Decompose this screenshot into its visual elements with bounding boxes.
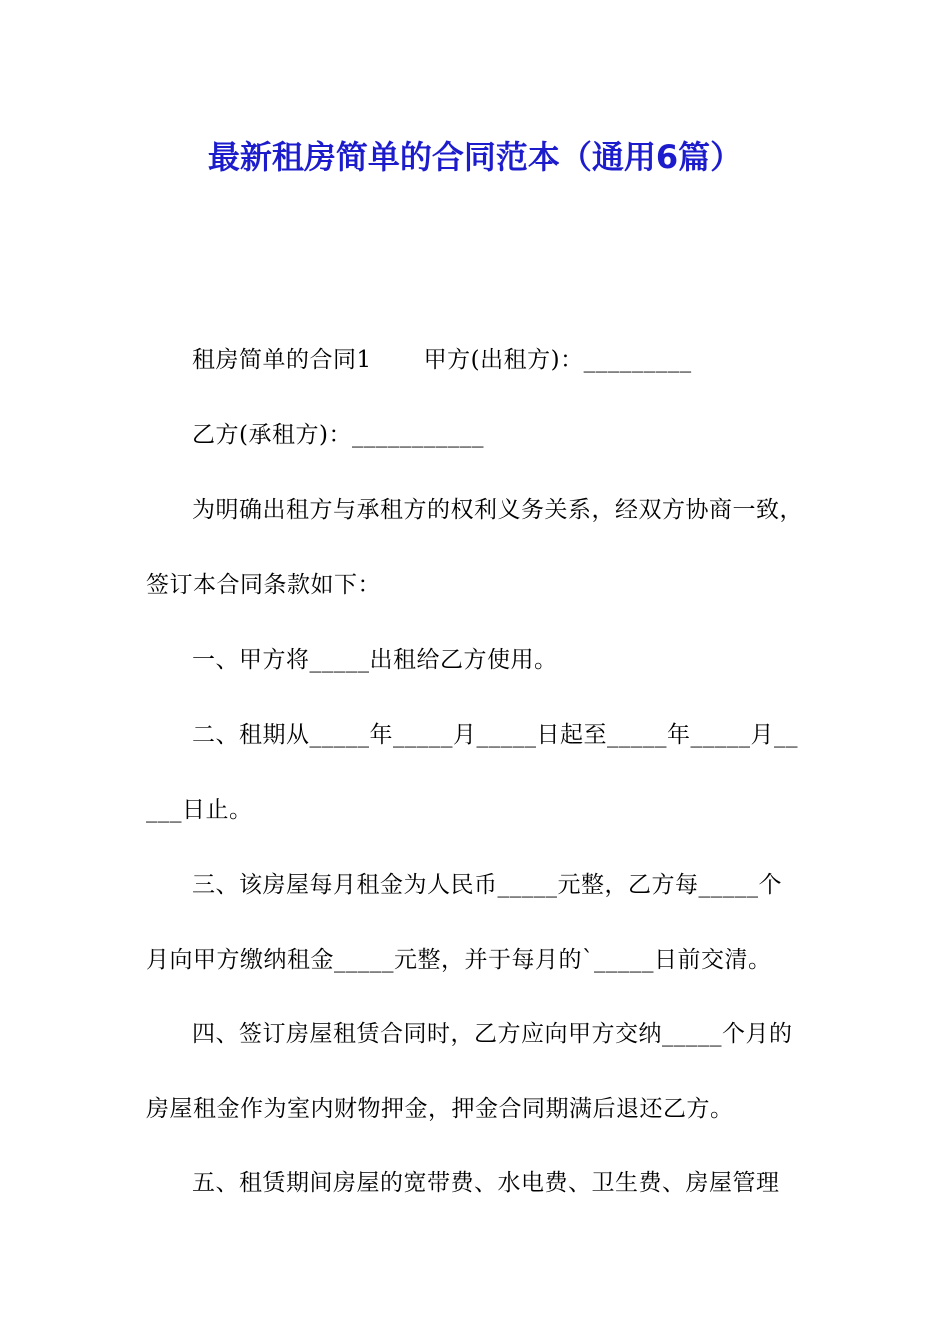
paragraph-line: 五、租赁期间房屋的宽带费、水电费、卫生费、房屋管理 <box>192 1170 780 1196</box>
paragraph-line: 签订本合同条款如下： <box>146 572 381 598</box>
paragraph-line: 房屋租金作为室内财物押金，押金合同期满后退还乙方。 <box>146 1096 734 1122</box>
paragraph-line: 一、甲方将_____出租给乙方使用。 <box>192 647 558 673</box>
paragraph-line: 二、租期从_____年_____月_____日起至_____年_____月__ <box>192 722 798 748</box>
paragraph-line: 三、该房屋每月租金为人民币_____元整，乙方每_____个 <box>192 872 782 898</box>
document-title: 最新租房简单的合同范本（通用6篇） <box>207 138 743 176</box>
paragraph-line: ___日止。 <box>146 797 253 823</box>
paragraph-line: 为明确出租方与承租方的权利义务关系，经双方协商一致， <box>192 497 803 523</box>
paragraph-line: 四、签订房屋租赁合同时，乙方应向甲方交纳_____个月的 <box>192 1021 793 1047</box>
party-b-field: 乙方(承租方)：___________ <box>192 422 484 448</box>
paragraph-line: 月向甲方缴纳租金_____元整，并于每月的`_____日前交清。 <box>146 947 772 973</box>
party-a-field: 甲方(出租方)：_________ <box>423 347 692 373</box>
contract-heading-line <box>192 345 692 375</box>
contract-heading: 租房简单的合同1 <box>192 347 372 373</box>
